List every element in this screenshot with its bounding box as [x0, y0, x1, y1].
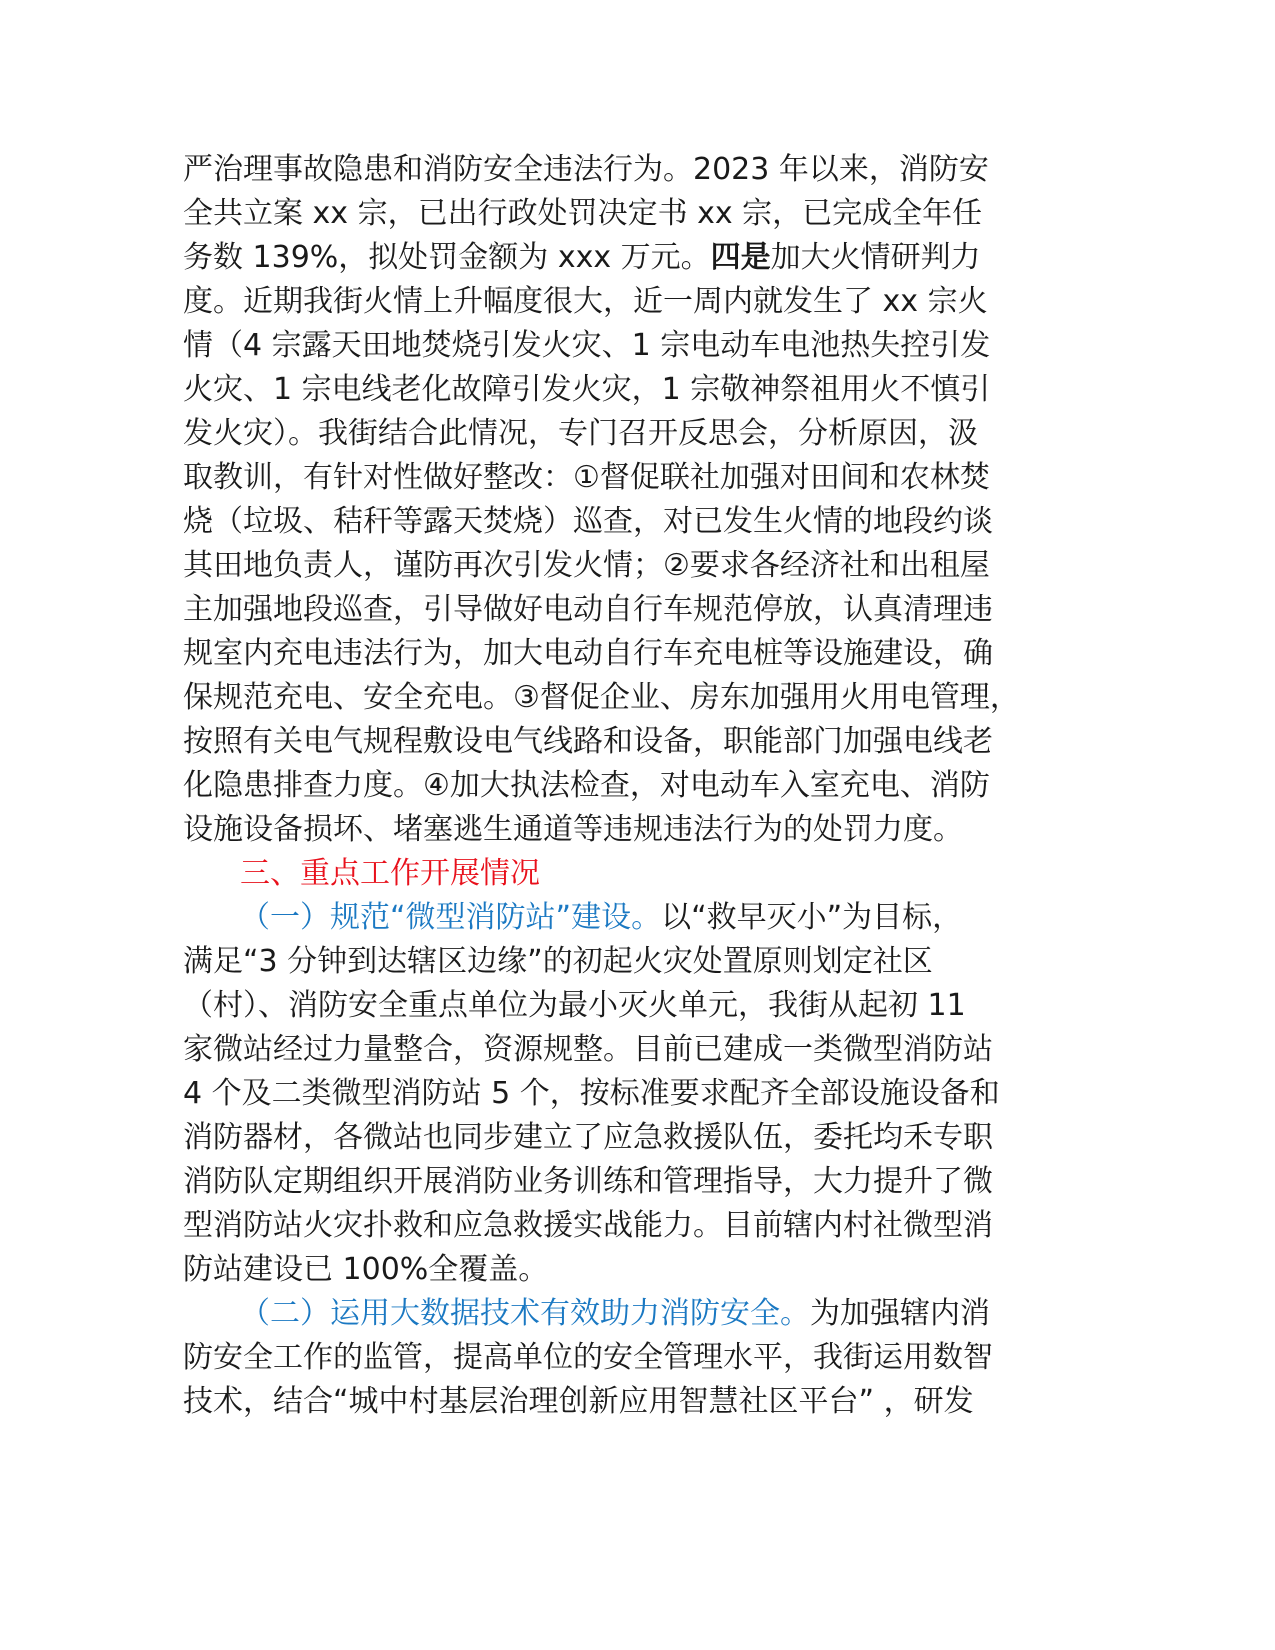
body-line: 按照有关电气规程敷设电气线路和设备，职能部门加强电线老 [183, 724, 993, 759]
body-text: 为加强辖内消 [810, 1296, 990, 1331]
body-line: 防安全工作的监管，提高单位的安全管理水平，我街运用数智 [183, 1340, 993, 1375]
body-text: 加大火情研判力 [770, 240, 981, 275]
body-line: 发火灾）。我街结合此情况，专门召开反思会，分析原因，汲 [183, 416, 978, 451]
body-line: 家微站经过力量整合，资源规整。目前已建成一类微型消防站 [183, 1032, 993, 1067]
body-line: 技术，结合“城中村基层治理创新应用智慧社区平台” ，研发 [183, 1384, 974, 1419]
body-line: 其田地负责人，谨防再次引发火情；②要求各经济社和出租屋 [183, 548, 990, 583]
section-heading: 三、重点工作开展情况 [240, 856, 540, 891]
body-line: 防站建设已 100%全覆盖。 [183, 1252, 549, 1287]
body-line: 全共立案 xx 宗，已出行政处罚决定书 xx 宗，已完成全年任 [183, 196, 983, 231]
bold-marker: 四是 [710, 240, 771, 275]
body-line: 满足“3 分钟到达辖区边缘”的初起火灾处置原则划定社区 [183, 944, 933, 979]
body-line: 保规范充电、安全充电。③督促企业、房东加强用火用电管理， [183, 680, 1020, 715]
subsection-first-line [240, 896, 962, 940]
body-line: 化隐患排查力度。④加大执法检查，对电动车入室充电、消防 [183, 768, 990, 803]
body-text: 以“救早灭小”为目标， [661, 900, 963, 935]
body-line: 主加强地段巡查，引导做好电动自行车规范停放，认真清理违 [183, 592, 993, 627]
body-line: 取教训，有针对性做好整改：①督促联社加强对田间和农林焚 [183, 460, 990, 495]
body-line: 4 个及二类微型消防站 5 个，按标准要求配齐全部设施设备和 [183, 1076, 1000, 1111]
body-line: 度。近期我街火情上升幅度很大，近一周内就发生了 xx 宗火 [183, 284, 988, 319]
body-line: 型消防站火灾扑救和应急救援实战能力。目前辖内村社微型消 [183, 1208, 993, 1243]
body-line: 火灾、1 宗电线老化故障引发火灾，1 宗敬神祭祖用火不慎引 [183, 372, 991, 407]
body-line [183, 236, 981, 280]
body-line: 消防器材，各微站也同步建立了应急救援队伍，委托均禾专职 [183, 1120, 993, 1155]
body-line: 情（4 宗露天田地焚烧引发火灾、1 宗电动车电池热失控引发 [183, 328, 991, 363]
body-line: 烧（垃圾、秸秆等露天焚烧）巡查，对已发生火情的地段约谈 [183, 504, 993, 539]
subsection-heading: （一）规范“微型消防站”建设。 [240, 900, 662, 935]
body-line: 消防队定期组织开展消防业务训练和管理指导，大力提升了微 [183, 1164, 993, 1199]
subsection-heading: （二）运用大数据技术有效助力消防安全。 [240, 1296, 810, 1331]
subsection-first-line [240, 1292, 990, 1336]
body-line: 规室内充电违法行为，加大电动自行车充电桩等设施建设，确 [183, 636, 993, 671]
body-text: 务数 139%，拟处罚金额为 xxx 万元。 [183, 240, 711, 275]
body-line: 严治理事故隐患和消防安全违法行为。2023 年以来，消防安 [183, 152, 989, 187]
body-line: （村）、消防安全重点单位为最小灭火单元，我街从起初 11 [183, 988, 966, 1023]
body-line: 设施设备损坏、堵塞逃生通道等违规违法行为的处罚力度。 [183, 812, 963, 847]
